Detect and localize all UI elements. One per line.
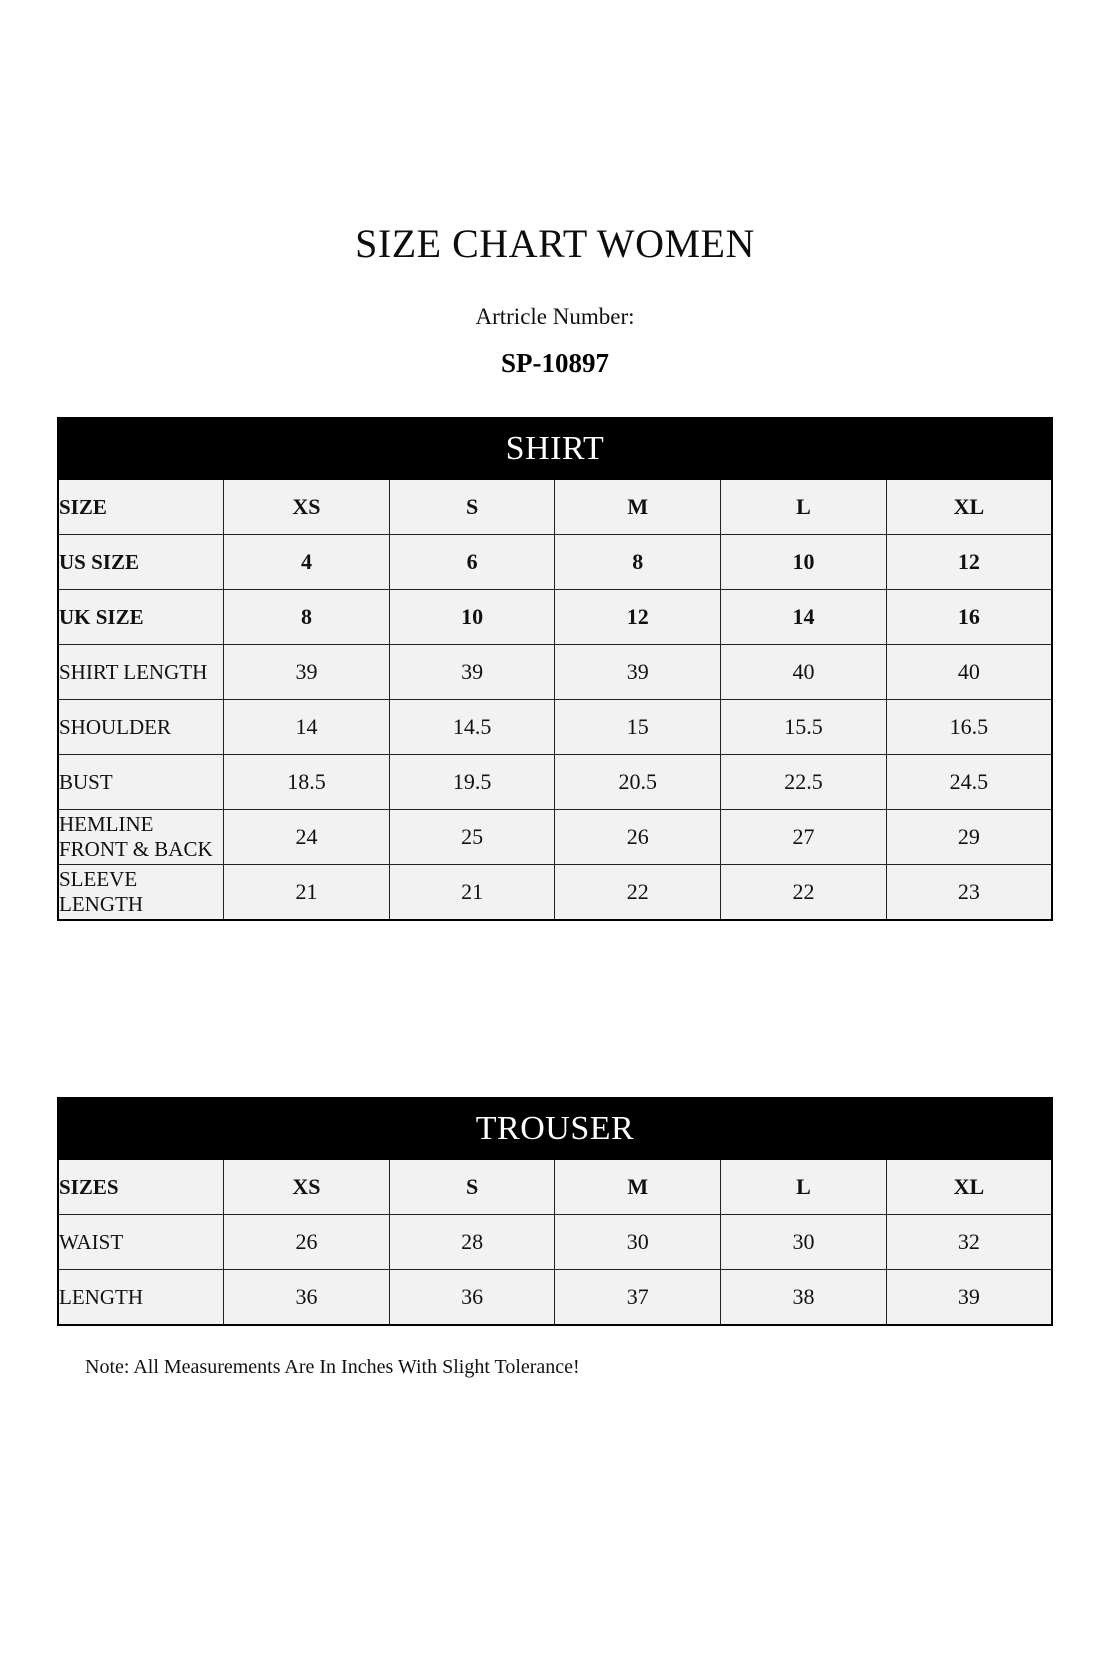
shirt-section-title: SHIRT [58, 418, 1052, 480]
row-value: 14 [721, 590, 887, 645]
row-value: 32 [886, 1215, 1052, 1270]
row-value: 22 [721, 865, 887, 921]
trouser-size-table [57, 1097, 1053, 1326]
row-label: SIZE [58, 480, 224, 535]
row-value: 8 [555, 535, 721, 590]
row-value: 23 [886, 865, 1052, 921]
row-value: 38 [721, 1270, 887, 1326]
row-value: XL [886, 1160, 1052, 1215]
row-label: WAIST [58, 1215, 224, 1270]
row-value: L [721, 480, 887, 535]
row-value: 14 [224, 700, 390, 755]
row-value: 15 [555, 700, 721, 755]
article-number-label: Artricle Number: [475, 304, 635, 329]
row-value: 40 [886, 645, 1052, 700]
table-row [58, 755, 1052, 810]
row-value: 12 [886, 535, 1052, 590]
row-value: M [555, 1160, 721, 1215]
row-value: 4 [224, 535, 390, 590]
table-row [58, 865, 1052, 921]
shirt-size-table [57, 417, 1053, 921]
row-value: 21 [224, 865, 390, 921]
row-value: 19.5 [389, 755, 555, 810]
row-value: 10 [389, 590, 555, 645]
table-row [58, 535, 1052, 590]
row-value: XS [224, 480, 390, 535]
row-value: 39 [389, 645, 555, 700]
row-value: 39 [224, 645, 390, 700]
row-value: 21 [389, 865, 555, 921]
row-value: 16.5 [886, 700, 1052, 755]
row-value: S [389, 480, 555, 535]
row-label: SIZES [58, 1160, 224, 1215]
table-row [58, 1160, 1052, 1215]
article-number-value: SP-10897 [501, 348, 609, 378]
row-value: 28 [389, 1215, 555, 1270]
row-label: UK SIZE [58, 590, 224, 645]
row-value: 14.5 [389, 700, 555, 755]
table-row [58, 700, 1052, 755]
row-value: XS [224, 1160, 390, 1215]
row-label: SHOULDER [58, 700, 224, 755]
row-label: SLEEVE LENGTH [58, 865, 224, 921]
row-value: 36 [224, 1270, 390, 1326]
table-row [58, 1215, 1052, 1270]
row-value: 37 [555, 1270, 721, 1326]
row-value: 30 [555, 1215, 721, 1270]
row-value: 15.5 [721, 700, 887, 755]
row-value: 12 [555, 590, 721, 645]
shirt-section-header-row [58, 418, 1052, 480]
row-value: L [721, 1160, 887, 1215]
row-value: 22 [555, 865, 721, 921]
row-value: 36 [389, 1270, 555, 1326]
table-row [58, 1270, 1052, 1326]
row-label: HEMLINE FRONT & BACK [58, 810, 224, 865]
row-label: BUST [58, 755, 224, 810]
row-value: 29 [886, 810, 1052, 865]
table-row [58, 480, 1052, 535]
row-value: 30 [721, 1215, 887, 1270]
trouser-section-title: TROUSER [58, 1098, 1052, 1160]
row-value: XL [886, 480, 1052, 535]
trouser-table-container [57, 1097, 1053, 1379]
row-value: 27 [721, 810, 887, 865]
row-value: 8 [224, 590, 390, 645]
table-row [58, 590, 1052, 645]
row-value: 39 [886, 1270, 1052, 1326]
row-value: 10 [721, 535, 887, 590]
row-value: 18.5 [224, 755, 390, 810]
row-value: 24 [224, 810, 390, 865]
shirt-table-container [57, 417, 1053, 921]
row-value: 39 [555, 645, 721, 700]
row-value: 20.5 [555, 755, 721, 810]
row-value: 26 [224, 1215, 390, 1270]
trouser-section-header-row [58, 1098, 1052, 1160]
page-title: SIZE CHART WOMEN [355, 221, 755, 266]
row-value: 16 [886, 590, 1052, 645]
row-value: 22.5 [721, 755, 887, 810]
row-value: 26 [555, 810, 721, 865]
row-value: 6 [389, 535, 555, 590]
table-row [58, 810, 1052, 865]
row-value: 24.5 [886, 755, 1052, 810]
row-label: LENGTH [58, 1270, 224, 1326]
row-value: 40 [721, 645, 887, 700]
measurement-note: Note: All Measurements Are In Inches With Slight Tolerance! [85, 1356, 580, 1378]
row-value: S [389, 1160, 555, 1215]
row-label: SHIRT LENGTH [58, 645, 224, 700]
row-label: US SIZE [58, 535, 224, 590]
row-value: M [555, 480, 721, 535]
row-value: 25 [389, 810, 555, 865]
table-row [58, 645, 1052, 700]
